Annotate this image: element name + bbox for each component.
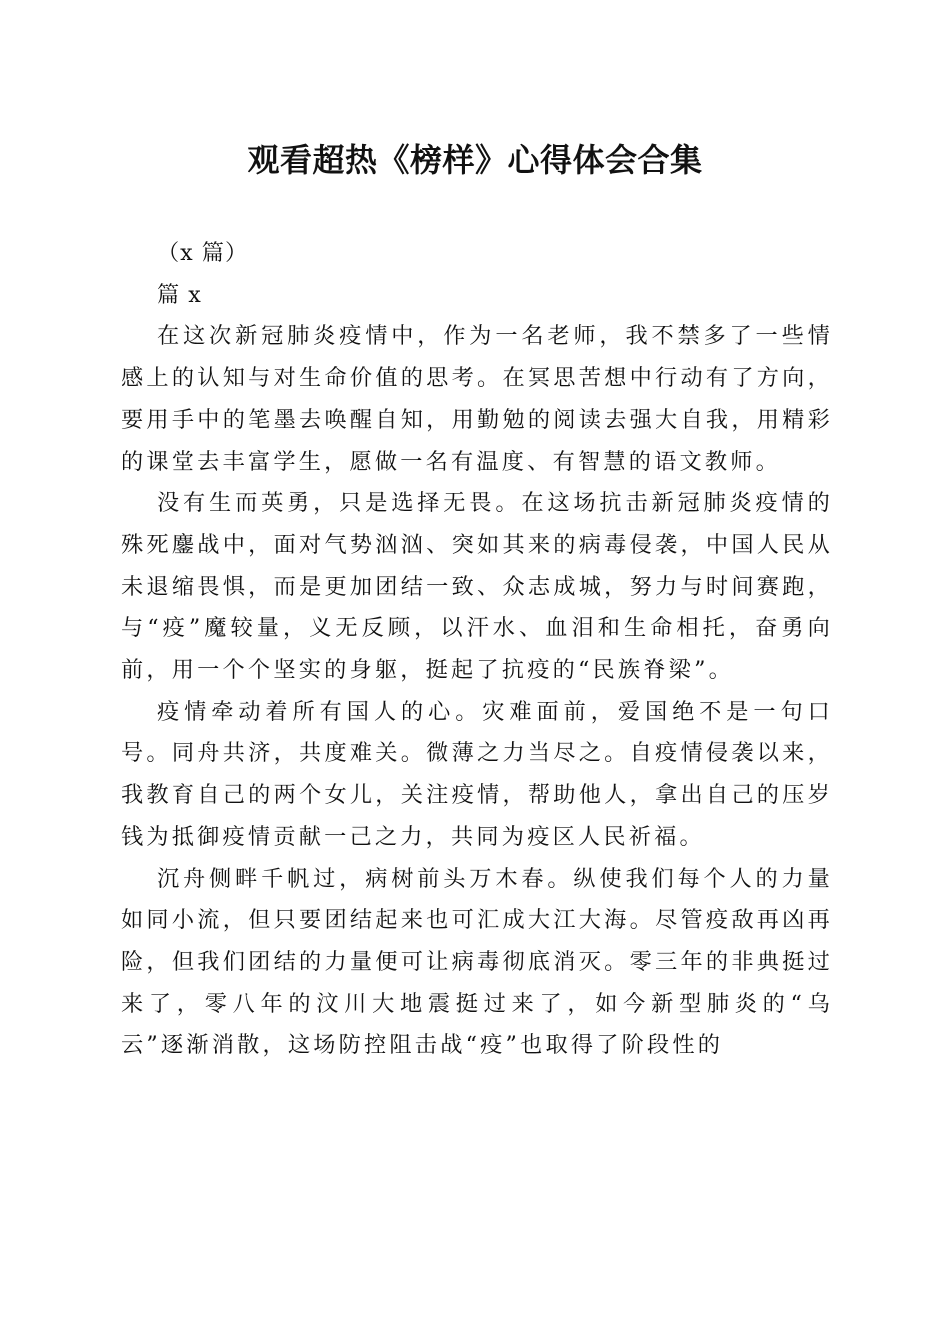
paragraph-4: 沉舟侧畔千帆过，病树前头万木春。纵使我们每个人的力量如同小流，但只要团结起来也可汇成大江大海。尽管疫敌再凶再险，但我们团结的力量便可让病毒彻底消灭。零三年的非典挺过来了，零八年的汶川大地震挺过来了，如今新型肺炎的“乌云”逐渐消散，这场防控阻击战“疫”也取得了阶段性的: [121, 865, 833, 1059]
paragraph-1: 在这次新冠肺炎疫情中，作为一名老师，我不禁多了一些情感上的认知与对生命价值的思考。在冥思苦想中行动有了方向，要用手中的笔墨去唤醒自知，用勤勉的阅读去强大自我，用精彩的课堂去丰富学生，愿做一名有温度、有智慧的语文教师。: [121, 323, 833, 475]
paragraph-3: 疫情牵动着所有国人的心。灾难面前，爱国绝不是一句口号。同舟共济，共度难关。微薄之力当尽之。自疫情侵袭以来，我教育自己的两个女儿，关注疫情，帮助他人，拿出自己的压岁钱为抵御疫情贡献一己之力，共同为疫区人民祈福。: [121, 698, 833, 850]
document-body: [121, 233, 833, 1067]
article-count-note: （x 篇）: [157, 240, 249, 266]
paragraph-2: 没有生而英勇，只是选择无畏。在这场抗击新冠肺炎疫情的殊死鏖战中，面对气势汹汹、突如其来的病毒侵袭，中国人民从未退缩畏惧，而是更加团结一致、众志成城，努力与时间赛跑，与“疫”魔较量，义无反顾，以汗水、血泪和生命相托，奋勇向前，用一个个坚实的身躯，挺起了抗疫的“民族脊梁”。: [121, 490, 833, 684]
document-title: 观看超热《榜样》心得体会合集: [247, 141, 703, 179]
section-label: 篇 x: [157, 281, 202, 308]
